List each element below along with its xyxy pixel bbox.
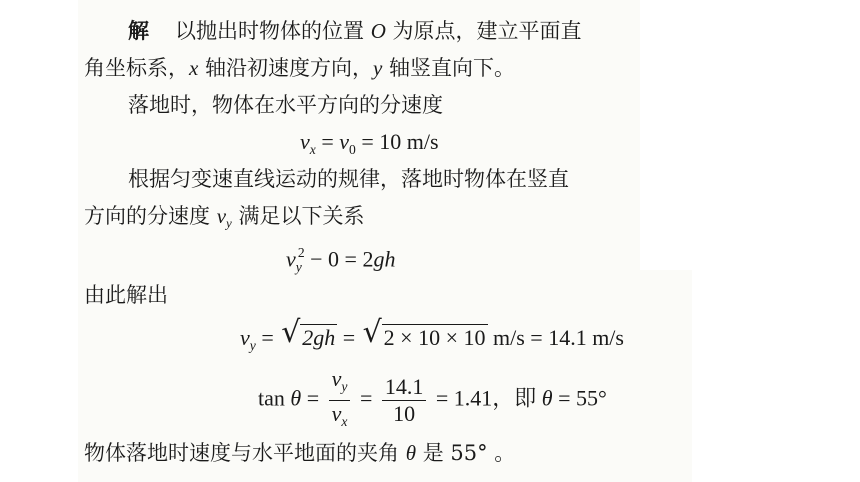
text: 轴竖直向下。	[382, 56, 516, 80]
paragraph-vertical-line-2	[84, 201, 364, 239]
math-op: =	[255, 325, 280, 350]
text: 轴沿初速度方向，	[198, 56, 374, 80]
radical-symbol: √	[281, 315, 301, 350]
math-var: v	[300, 129, 310, 154]
solution-line-1	[128, 16, 582, 46]
text: 根据匀变速直线运动的规律，落地时物体在竖直	[128, 167, 569, 191]
radical-symbol: √	[362, 315, 382, 350]
paragraph-horizontal-velocity	[128, 90, 443, 120]
text: 角坐标系，	[84, 56, 189, 80]
equation-vy-squared	[286, 238, 395, 282]
fraction-numeric	[382, 374, 427, 427]
math-var: θ	[290, 385, 302, 411]
text: 是 55° 。	[416, 441, 516, 465]
math-rest: = 10 m/s	[355, 129, 439, 154]
text: 满足以下关系	[231, 204, 365, 228]
equation-vy-value	[240, 315, 624, 362]
math-sub: x	[341, 413, 348, 429]
math-func: tan	[258, 385, 291, 411]
math-rest: m/s = 14.1 m/s	[487, 325, 624, 350]
math-sub: y	[226, 215, 232, 231]
math-var: y	[373, 56, 383, 80]
fraction-numerator: 14.1	[382, 374, 427, 401]
math-var: v	[339, 129, 350, 154]
text: 由此解出	[84, 283, 168, 307]
text: 落地时，物体在水平方向的分速度	[128, 93, 443, 117]
fraction-numerator	[329, 366, 351, 401]
text: 物体落地时速度与水平地面的夹角	[84, 441, 406, 465]
solution-heading: 解	[128, 19, 149, 43]
radicand: 2gh	[302, 325, 336, 350]
math-var: v	[331, 366, 342, 391]
math-rest: = 55°	[552, 385, 607, 411]
math-var: v	[216, 204, 227, 228]
math-op: − 0 = 2	[304, 246, 374, 272]
math-sub: x	[309, 141, 316, 157]
fraction-denominator	[329, 401, 351, 435]
math-op: =	[315, 129, 340, 154]
fraction-denominator: 10	[393, 400, 416, 426]
sqrt-sign	[281, 315, 337, 354]
text: 方向的分速度	[84, 204, 217, 228]
math-rest: = 1.41，即	[430, 385, 542, 411]
equation-tan-theta	[258, 366, 607, 435]
text: 为原点，建立平面直	[385, 19, 582, 43]
math-var: x	[189, 56, 199, 80]
math-sub: y	[249, 337, 256, 353]
text: 以抛出时物体的位置	[175, 19, 371, 43]
math-op: =	[354, 385, 378, 411]
math-var: gh	[373, 246, 396, 272]
equation-vx	[300, 127, 439, 165]
math-sub: y	[341, 378, 348, 394]
math-var: v	[331, 400, 342, 426]
solution-line-2	[84, 53, 515, 83]
fraction-vy-vx	[329, 366, 351, 435]
math-sub: y	[295, 259, 302, 275]
paragraph-vertical-line-1	[128, 164, 569, 194]
paragraph-solve	[84, 280, 168, 310]
math-var: v	[240, 325, 250, 350]
paragraph-conclusion	[84, 438, 515, 468]
math-op: =	[301, 385, 325, 411]
math-sup: 2	[297, 245, 305, 260]
math-var: O	[370, 19, 386, 43]
radicand: 2 × 10 × 10	[383, 325, 486, 350]
math-op: =	[337, 325, 361, 350]
math-sub: 0	[349, 141, 356, 157]
sqrt-sign	[362, 315, 488, 354]
math-var: v	[286, 246, 296, 272]
math-var: θ	[405, 441, 417, 465]
math-var: θ	[541, 385, 553, 411]
